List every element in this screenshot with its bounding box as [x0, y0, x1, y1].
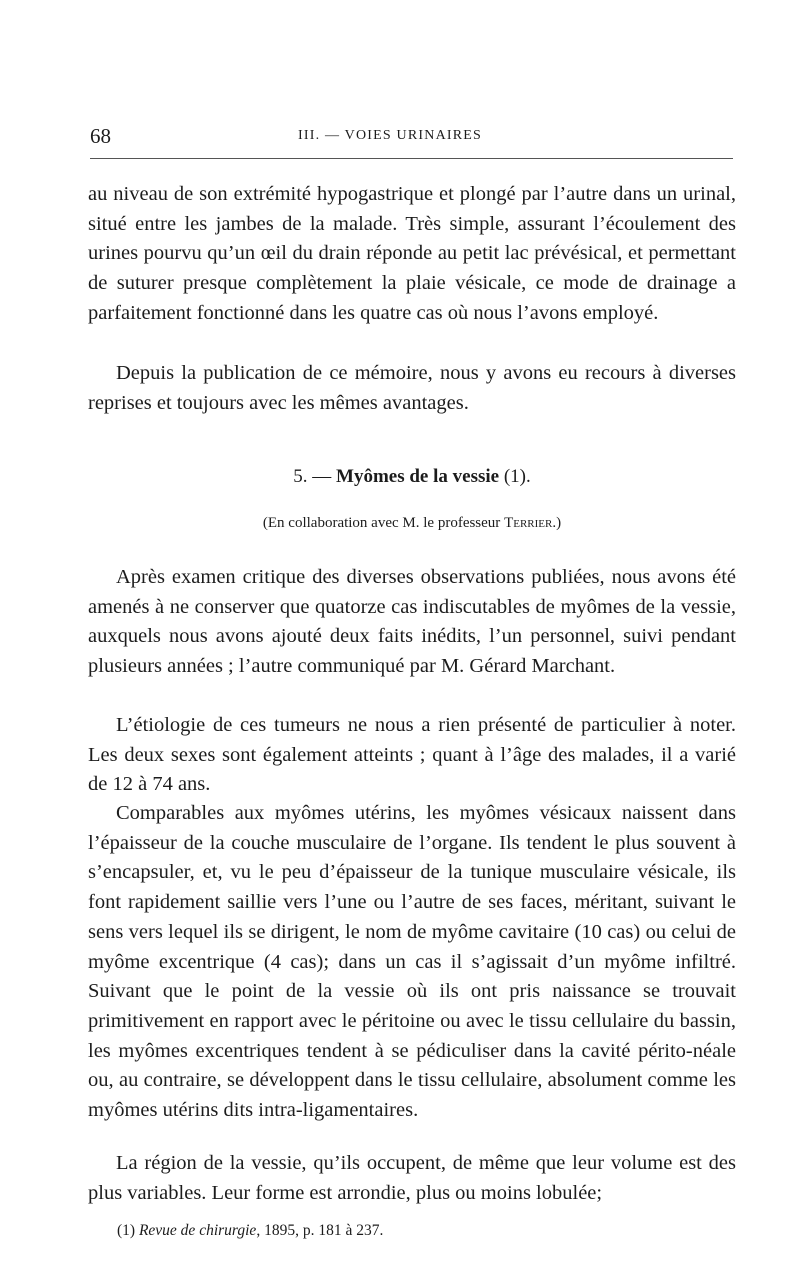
- footnote-journal: Revue de chirurgie: [138, 1222, 257, 1239]
- collaborator-name: Terrier: [504, 515, 553, 531]
- section-title: Myômes de la vessie: [336, 466, 500, 487]
- collaboration-prefix: (En collaboration avec M. le professeur: [262, 515, 501, 531]
- section-heading: [88, 466, 736, 488]
- paragraph-region: La région de la vessie, qu’ils occupent, de même que leur volume est des plus variables. Leur forme est arrondie, plus ou moins lobulée;: [88, 1152, 736, 1204]
- header-rule: [90, 158, 733, 159]
- paragraph-publication: Depuis la publication de ce mémoire, nous y avons eu recours à diverses reprises et toujours avec les mêmes avantages.: [88, 362, 736, 414]
- footnote: [117, 1222, 727, 1240]
- collaboration-line: [88, 515, 736, 532]
- running-head: [90, 120, 733, 150]
- page-number: 68: [90, 124, 111, 148]
- section-number: 5. —: [293, 466, 332, 487]
- paragraph-etiology: L’étiologie de ces tumeurs ne nous a rien présenté de particulier à noter. Les deux sexes sont également atteints ; quant à l’âge des malades, il a varié de 12 à 74 ans.: [88, 714, 736, 796]
- running-title: III. — VOIES URINAIRES: [298, 128, 483, 143]
- footnote-details: , 1895, p. 181 à 237.: [256, 1222, 384, 1239]
- paragraph-drainage: au niveau de son extrémité hypogastrique et plongé par l’autre dans un urinal, situé entre les jambes de la malade. Très simple, assurant l’écoulement des urines pourvu qu’un œil du drain réponde au petit lac prévésical, et permettant de suturer presque complètement la plaie vésicale, ce mode de drainage a parfaitement fonctionné dans les quatre cas où nous l’avons employé.: [88, 183, 736, 324]
- paragraph-examination: Après examen critique des diverses observations publiées, nous avons été amenés à ne conserver que quatorze cas indiscutables de myômes de la vessie, auxquels nous avons ajouté deux faits inédits, l’un personnel, suivi pendant plusieurs années ; l’autre communiqué par M. Gérard Marchant.: [88, 566, 736, 678]
- collaboration-suffix: .): [552, 515, 562, 531]
- paragraph-comparison: Comparables aux myômes utérins, les myômes vésicaux naissent dans l’épaisseur de la couche musculaire de l’organe. Ils tendent le plus souvent à s’encapsuler, et, vu le peu d’épaisseur de la tunique musculaire vésicale, ils font rapidement saillie vers l’une ou l’autre de ses faces, méritant, suivant le sens vers lequel ils se dirigent, le nom de myôme cavitaire (10 cas) ou celui de myôme excentrique (4 cas); dans un cas il s’agissait d’un myôme infiltré. Suivant que le point de la vessie où ils ont pris naissance se trouvait primitivement en rapport avec le péritoine ou avec le tissu cellulaire du bassin, les myômes excentriques tendent à se pédiculiser dans la cavité périto-néale ou, au contraire, se développent dans le tissu cellulaire, absolument comme les myômes utérins dits intra-ligamentaires.: [88, 802, 736, 1122]
- section-note-ref: (1).: [503, 466, 531, 487]
- footnote-marker: (1): [117, 1222, 136, 1239]
